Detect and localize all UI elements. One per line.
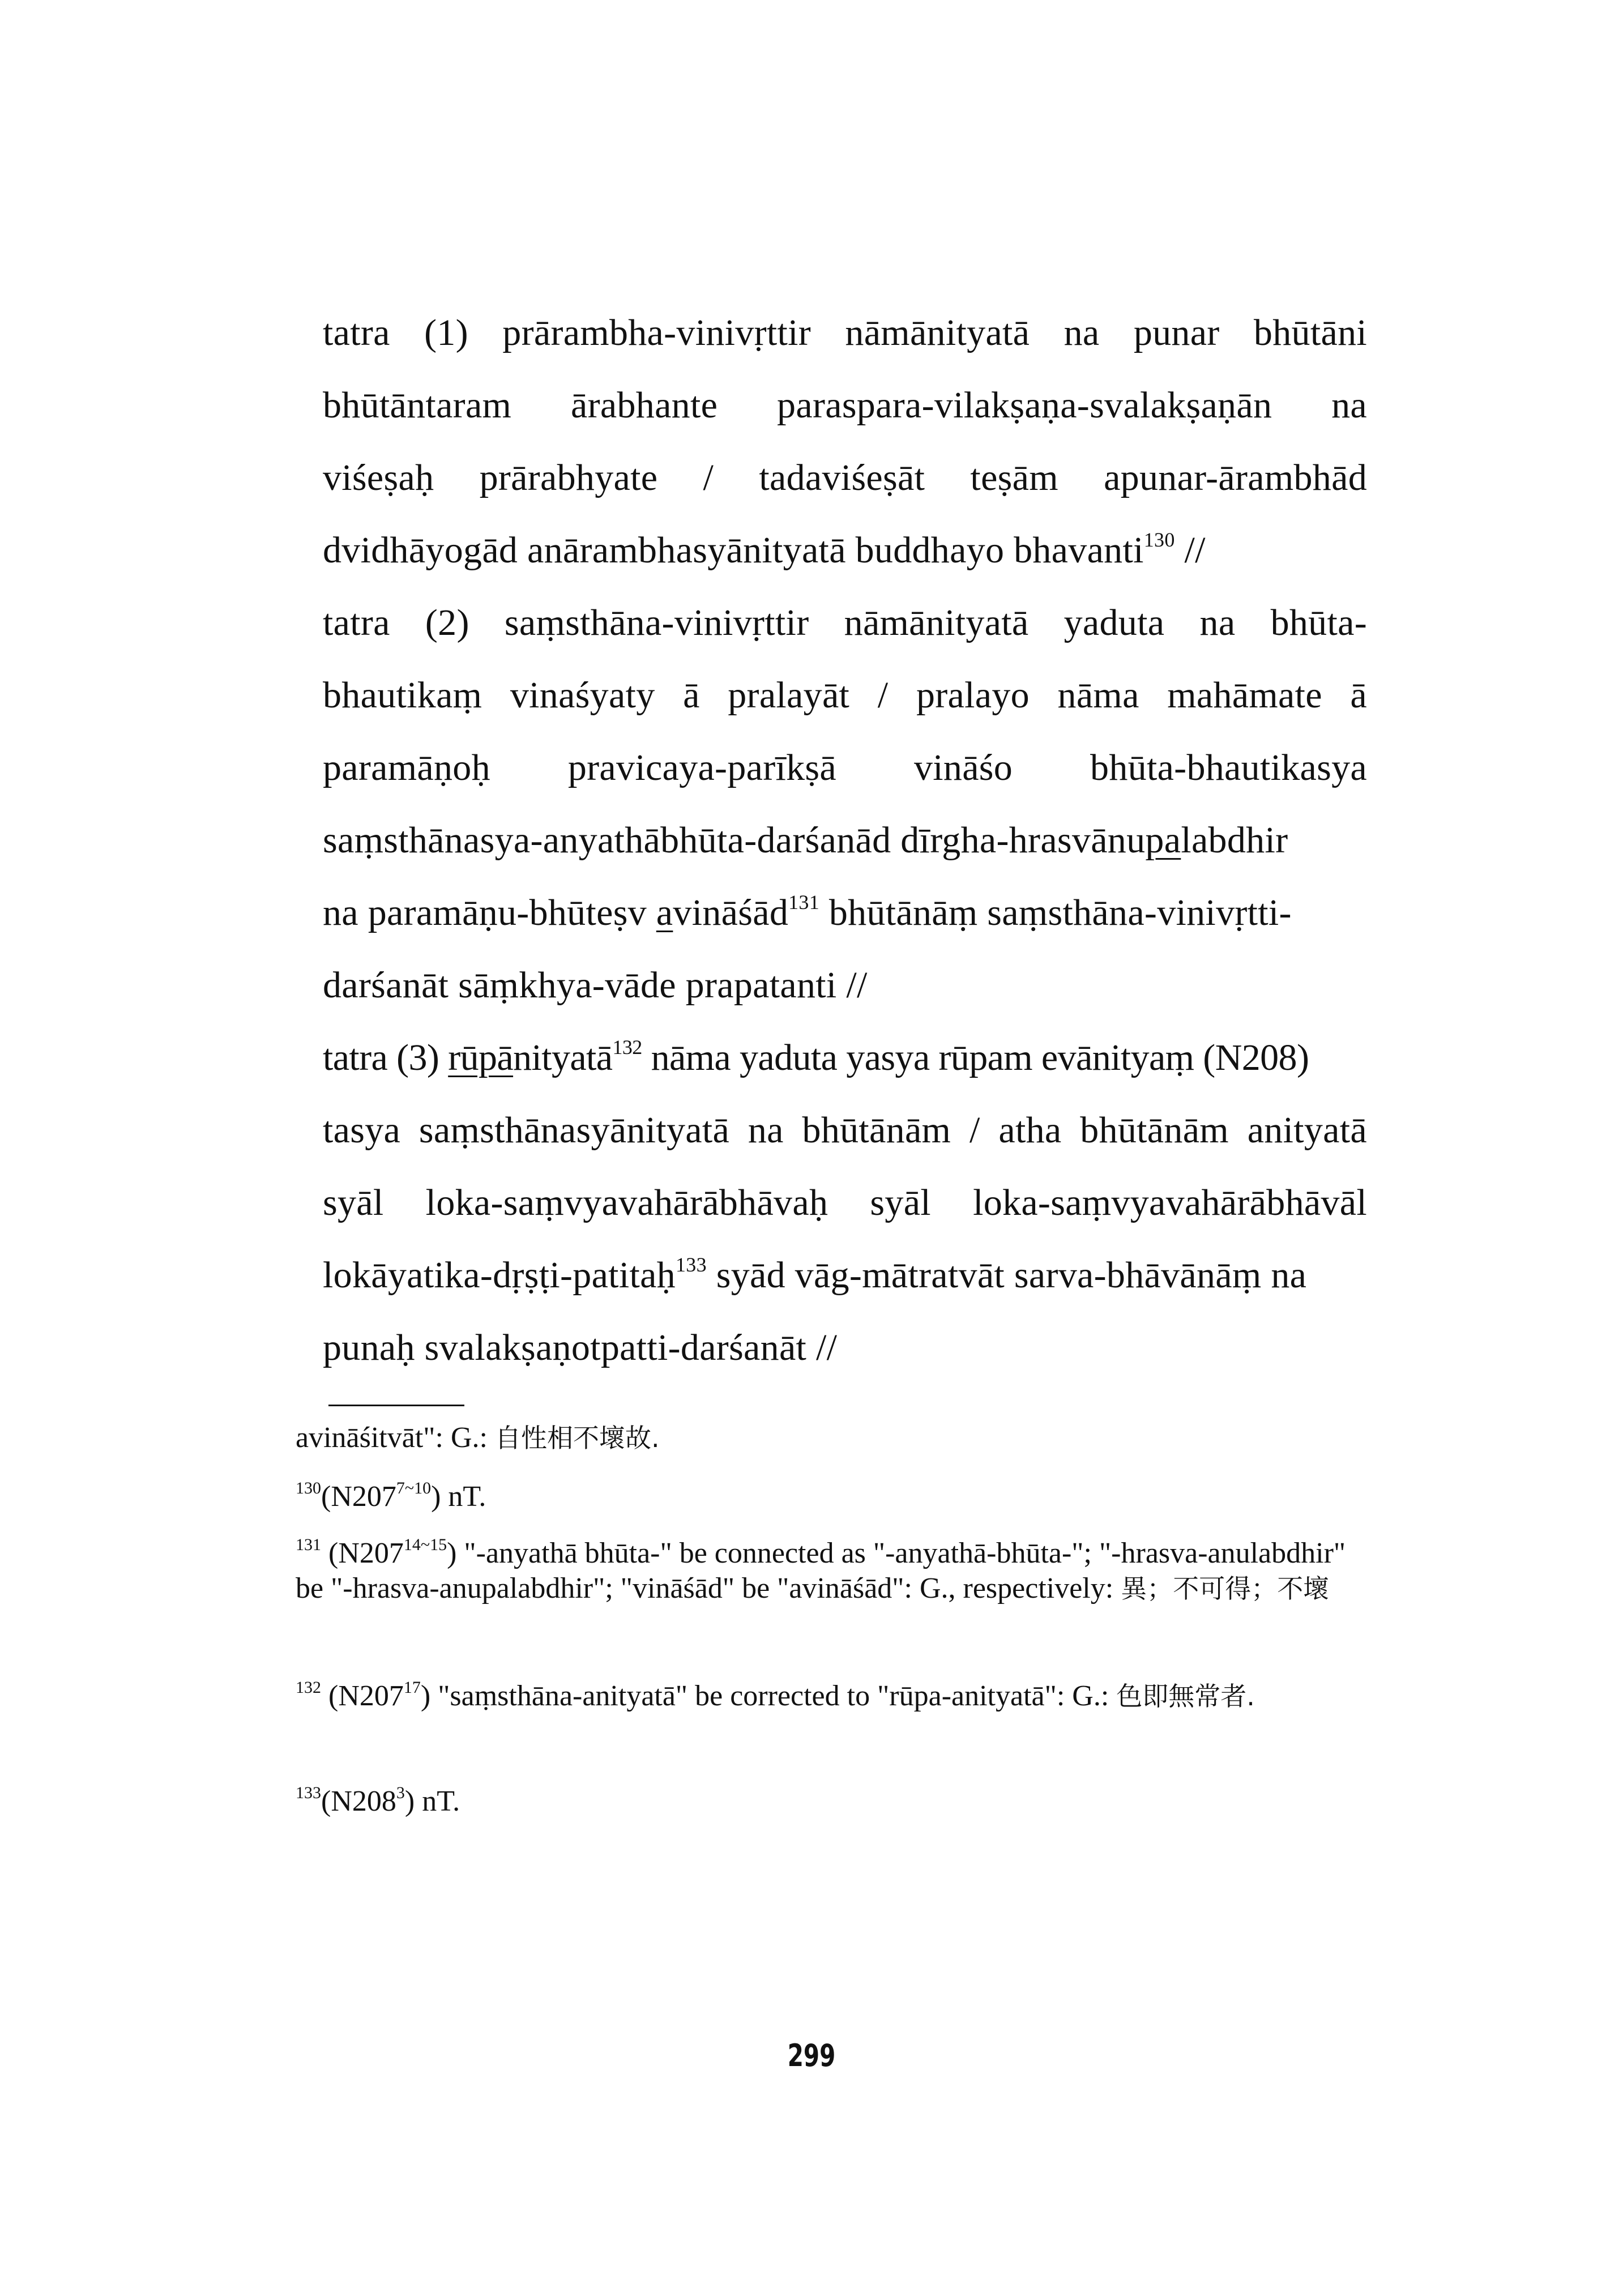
text-line-14: lokāyatika-dṛṣṭi-patitaḥ$^{133}$ syād vāg-mātratvāt sarva-bhāvānāṃ na [323,1253,1307,1296]
text-line-10: darśanāt sāṃkhya-vāde prapatanti // [323,965,868,1006]
footnote-ref-132[interactable]: 132 [612,1036,642,1059]
text-line-5: tatra (2) saṃsthāna-vinivṛttir nāmānityatā yaduta na bhūta- [323,602,1367,643]
text-line-7: paramāṇoḥ pravicaya-parīkṣā vināśo bhūta-bhautikasya [323,747,1367,788]
footnote-132: $^{132}$ $(N207^{17})$ "saṃsthāna-anityatā" be corrected to "rūpa-anityatā": G.: 色即無常者. [296,1678,1255,1712]
text-line-15: punaḥ svalakṣaṇotpatti-darśanāt // [323,1327,838,1368]
text-line-12: tasya saṃsthānasyānityatā na bhūtānām / atha bhūtānām anityatā [323,1109,1367,1151]
text-line-6: bhautikaṃ vinaśyaty ā pralayāt / pralayo nāma mahāmate ā [323,675,1367,716]
text-line-8: saṃsthānasya-anyathābhūta-darśanād dīrgha-hrasvānupalabdhir [323,820,1288,861]
underlined-pa: pa [1145,820,1181,861]
footnote-131: $^{131}$ $(N207^{14\sim 15})$ "-anyathā bhūta-" be connected as "-anyathā-bhūta-"; "-hrasva-anulabdhir" be "-hrasva-anupalabdhir"; "vināśād" be "avināśād": G., respectively: 異；不可得；不壞 [296,1535,1346,1604]
text-line-2: bhūtāntaram ārabhante paraspara-vilakṣaṇa-svalakṣaṇān na [323,385,1367,426]
text-line-9: na paramāṇu-bhūteṣv avināśād$^{131}$ bhūtānāṃ saṃsthāna-vinivṛtti- [323,891,1292,933]
text-line-13: syāl loka-saṃvyavahārābhāvaḥ syāl loka-saṃvyavahārābhāvāl [323,1182,1367,1223]
text-line-11: tatra (3) rūpānityatā$^{132}$ nāma yaduta yasya rūpam evānityaṃ (N208) [323,1036,1309,1078]
footnote-separator [328,1405,464,1406]
footnote-130: $^{130}(N207^{7\sim 10})$ nT. [296,1479,486,1513]
page-number: 299 [787,2038,836,2073]
underlined-rupa: rūpā [448,1037,514,1078]
text-line-4: dvidhāyogād anārambhasyānityatā buddhayo bhavanti$^{130}$ // [323,528,1206,571]
footnote-133: $^{133}(N208^3)$ nT. [296,1783,460,1817]
footnote-ref-131[interactable]: 131 [788,891,820,914]
footnote-ref-130[interactable]: 130 [1143,528,1175,551]
text-line-1: tatra (1) prārambha-vinivṛttir nāmānityatā na punar bhūtāni [323,312,1367,353]
footnote-carryover: avināśitvāt": G.: 自性相不壞故. [296,1422,660,1454]
text-line-3: viśeṣaḥ prārabhyate / tadaviśeṣāt teṣām apunar-ārambhād [323,457,1367,498]
underlined-a: a [656,892,673,933]
footnote-ref-133[interactable]: 133 [676,1253,707,1276]
